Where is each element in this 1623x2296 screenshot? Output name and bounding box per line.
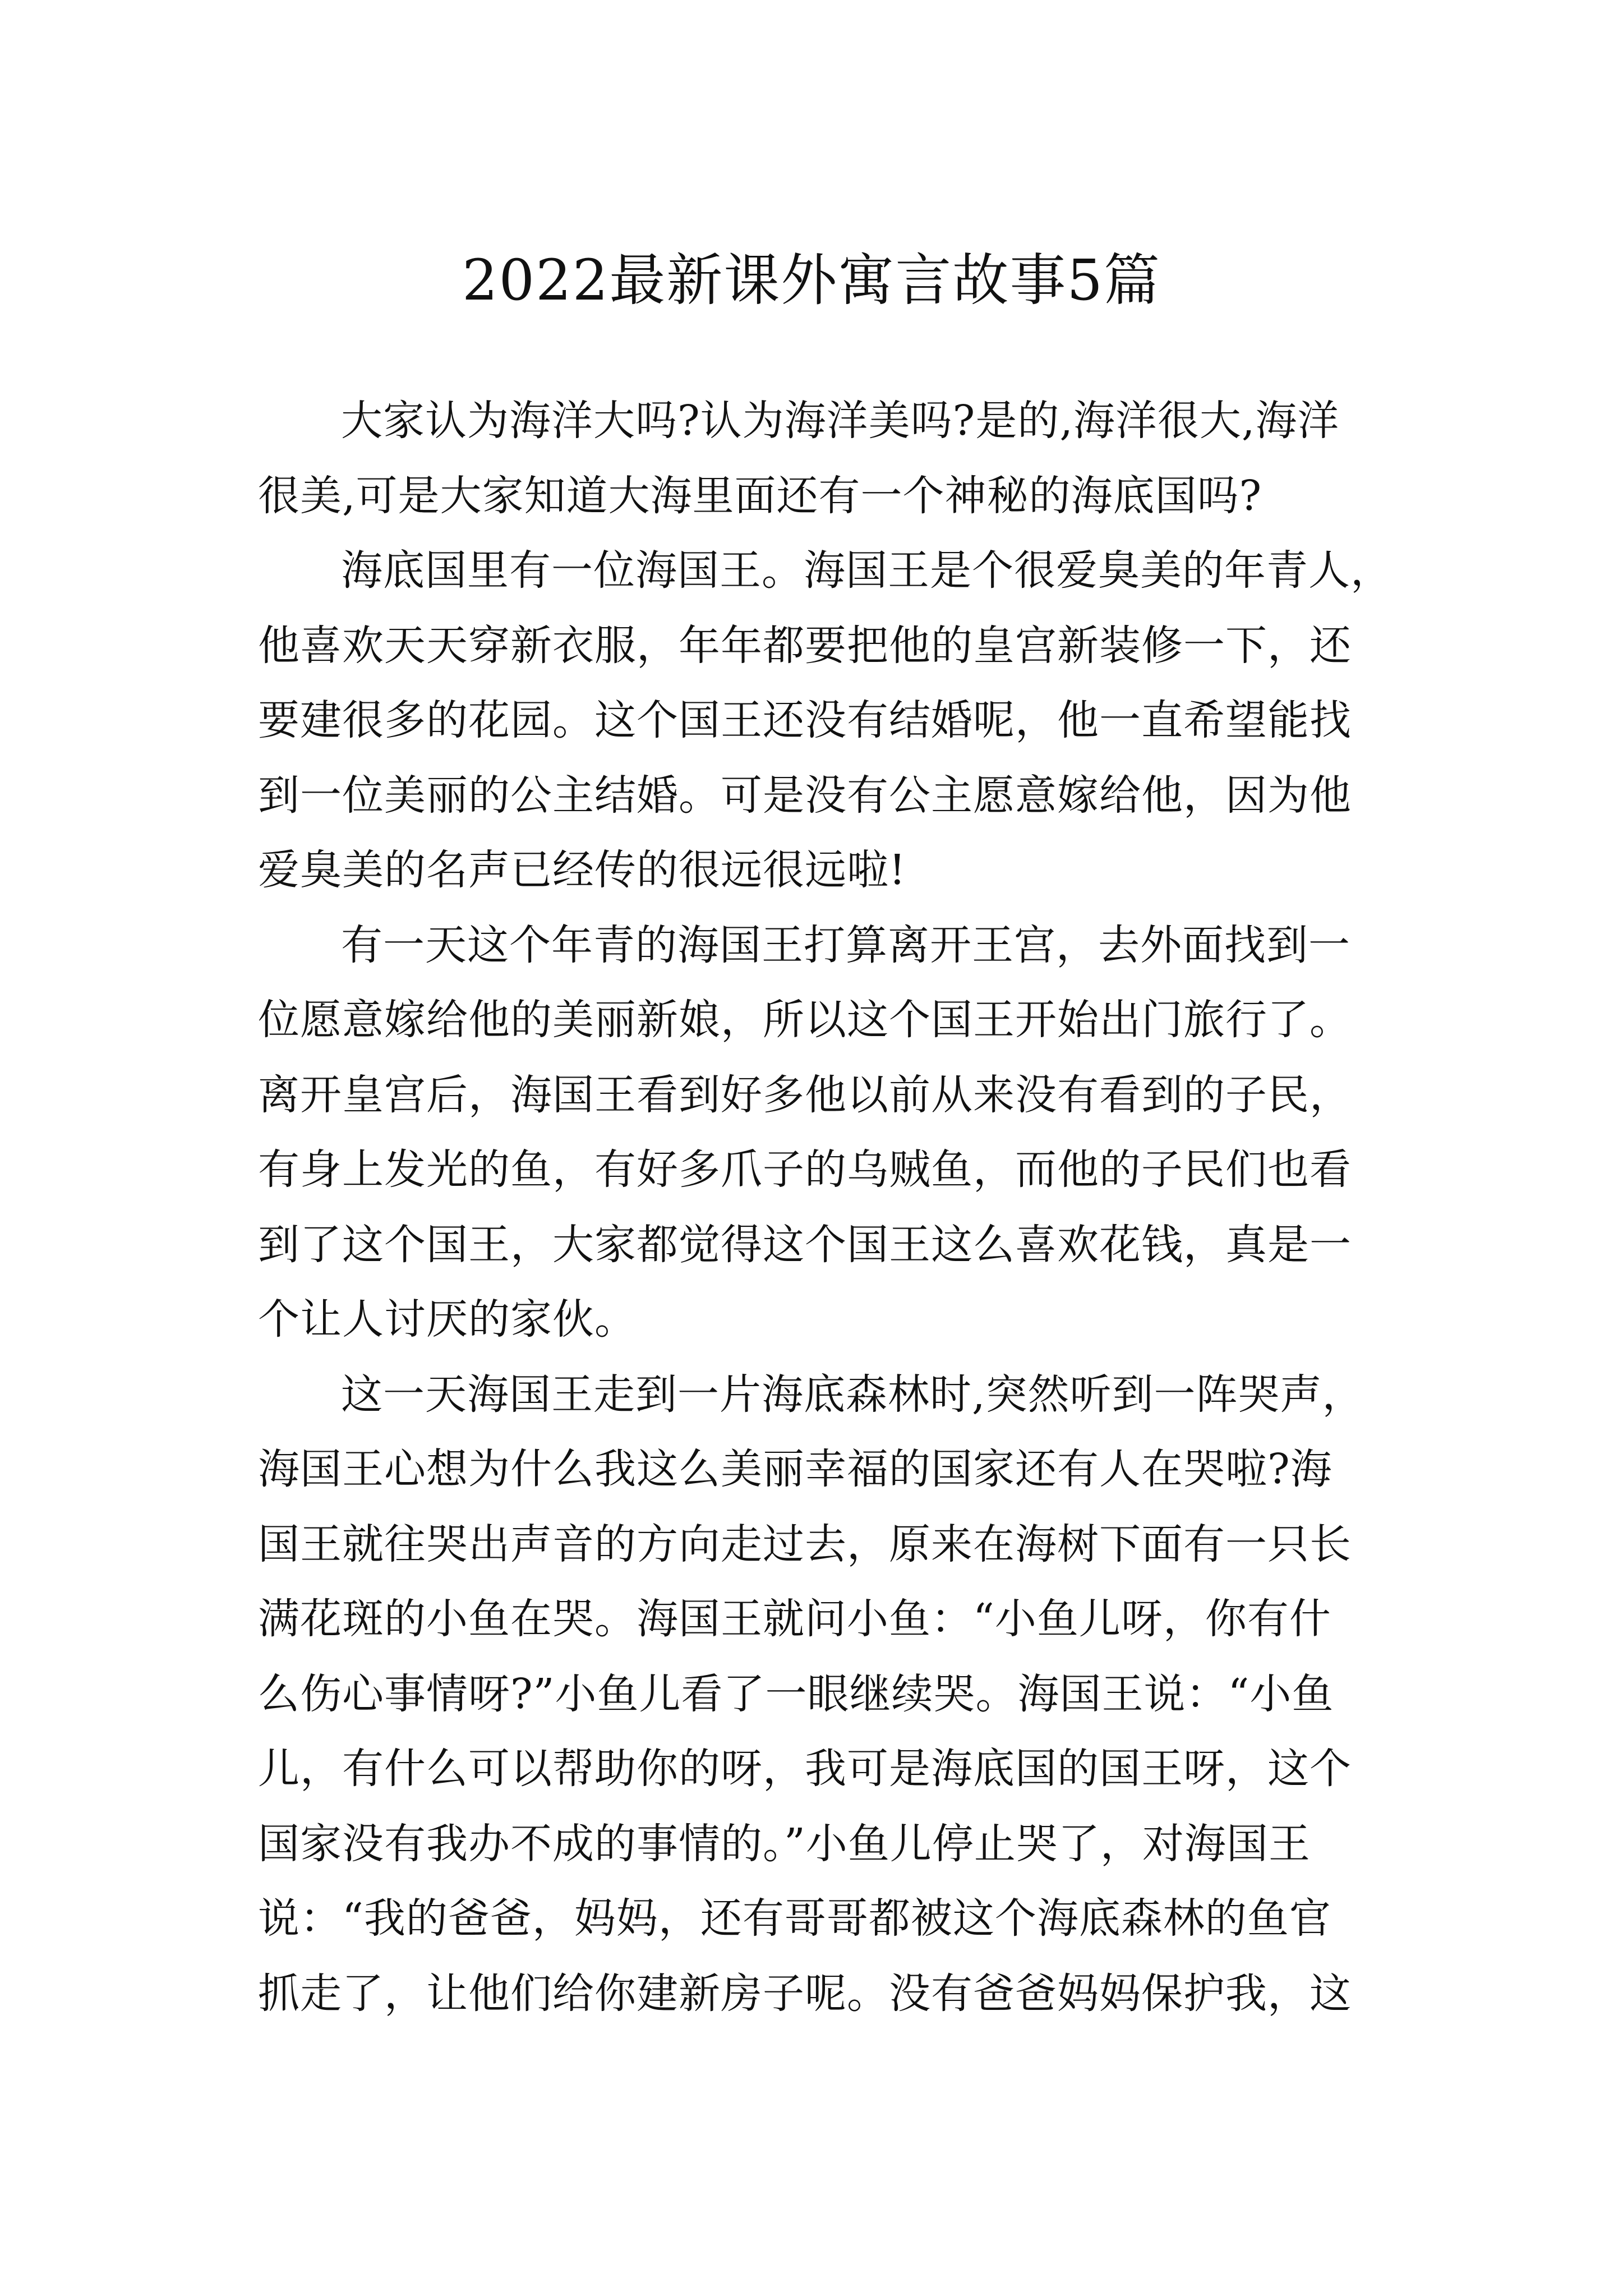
text-line: 他喜欢天天穿新衣服，年年都要把他的皇宫新装修一下，还 (258, 621, 1352, 670)
text-line: 位愿意嫁给他的美丽新娘，所以这个国王开始出门旅行了。 (258, 996, 1352, 1044)
text-line: 到一位美丽的公主结婚。可是没有公主愿意嫁给他，因为他 (258, 771, 1352, 820)
text-line: 大家认为海洋大吗?认为海洋美吗?是的,海洋很大,海洋 (341, 397, 1340, 445)
text-line: 满花斑的小鱼在哭。海国王就问小鱼：“小鱼儿呀，你有什 (258, 1595, 1331, 1643)
text-line: 国家没有我办不成的事情的。”小鱼儿停止哭了，对海国王 (258, 1819, 1311, 1868)
text-line: 海国王心想为什么我这么美丽幸福的国家还有人在哭啦?海 (258, 1445, 1332, 1493)
text-line: 有一天这个年青的海国王打算离开王宫，去外面找到一 (341, 921, 1350, 969)
text-line: 个让人讨厌的家伙。 (258, 1295, 637, 1343)
document-title: 2022最新课外寓言故事5篇 (462, 247, 1161, 313)
text-line: 么伤心事情呀?”小鱼儿看了一眼继续哭。海国王说：“小鱼 (258, 1669, 1334, 1718)
text-line: 要建很多的花园。这个国王还没有结婚呢，他一直希望能找 (258, 696, 1352, 744)
text-line: 有身上发光的鱼，有好多爪子的乌贼鱼，而他的子民们也看 (258, 1145, 1352, 1194)
text-line: 到了这个国王，大家都觉得这个国王这么喜欢花钱，真是一 (258, 1220, 1352, 1269)
text-line: 儿，有什么可以帮助你的呀，我可是海底国的国王呀，这个 (258, 1745, 1352, 1793)
text-line: 爱臭美的名声已经传的很远很远啦! (258, 846, 906, 894)
text-line: 离开皇宫后，海国王看到好多他以前从来没有看到的子民， (258, 1070, 1352, 1119)
text-line: 海底国里有一位海国王。海国王是个很爱臭美的年青人， (341, 546, 1393, 595)
text-line: 国王就往哭出声音的方向走过去，原来在海树下面有一只长 (258, 1520, 1352, 1568)
text-line: 抓走了，让他们给你建新房子呢。没有爸爸妈妈保护我，这 (258, 1969, 1352, 2018)
text-line: 这一天海国王走到一片海底森林时,突然听到一阵哭声， (341, 1370, 1364, 1419)
text-line: 说：“我的爸爸，妈妈，还有哥哥都被这个海底森林的鱼官 (258, 1894, 1331, 1943)
document-body (258, 384, 1393, 2031)
text-line: 很美,可是大家知道大海里面还有一个神秘的海底国吗? (258, 471, 1262, 520)
